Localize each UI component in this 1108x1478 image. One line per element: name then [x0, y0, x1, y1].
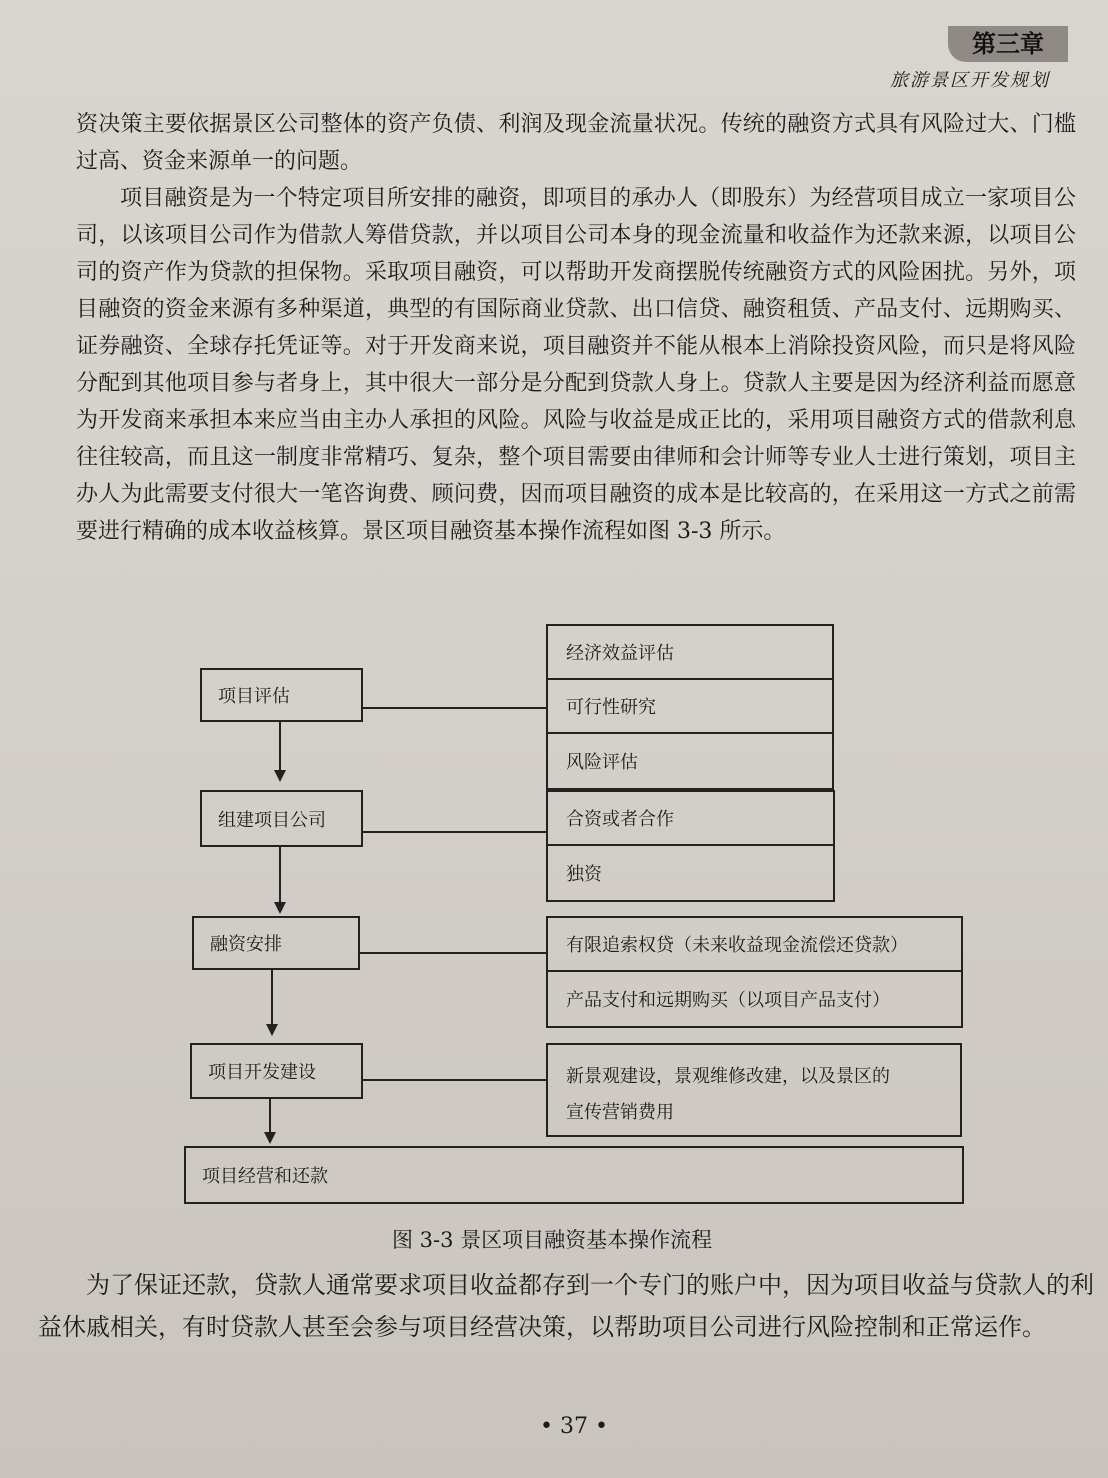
- chapter-tab: [948, 26, 1068, 62]
- step-evaluate: [200, 668, 363, 722]
- step-operation-repayment: [184, 1146, 964, 1204]
- step-company: [200, 790, 363, 847]
- arrowhead-2: [274, 902, 286, 914]
- side-margin-mark: [2, 210, 18, 280]
- step-financing: [192, 916, 360, 970]
- step-financing-label: 融资安排: [210, 934, 282, 955]
- detail-group-development: [546, 1043, 962, 1137]
- arrowhead-1: [274, 770, 286, 782]
- running-title: 旅游景区开发规划: [890, 70, 1050, 91]
- detail-item: 可行性研究: [548, 680, 832, 734]
- detail-item: 产品支付和远期购买（以项目产品支付）: [566, 990, 890, 1011]
- step-development: [190, 1043, 363, 1099]
- paragraph-3: 为了保证还款，贷款人通常要求项目收益都存到一个专门的账户中，因为项目收益与贷款人的利益休戚相关，有时贷款人甚至会参与项目经营决策，以帮助项目公司进行风险控制和正常运作。: [38, 1271, 1094, 1341]
- arrowhead-4: [264, 1132, 276, 1144]
- step-operation-label: 项目经营和还款: [202, 1166, 328, 1187]
- page-number: • 37 •: [540, 1414, 608, 1439]
- chapter-label: 第三章: [972, 29, 1044, 58]
- paragraph-1: 资决策主要依据景区公司整体的资产负债、利润及现金流量状况。传统的融资方式具有风险过大、门槛过高、资金来源单一的问题。: [76, 112, 1076, 174]
- step-development-label: 项目开发建设: [208, 1062, 316, 1083]
- detail-item: 合资或者合作: [548, 792, 833, 846]
- detail-group-company: [546, 790, 835, 902]
- paragraph-2: 项目融资是为一个特定项目所安排的融资，即项目的承办人（即股东）为经营项目成立一家项目公司，以该项目公司作为借款人筹借贷款，并以项目公司本身的现金流量和收益作为还款来源，以项目公司的资产作为贷款的担保物。采取项目融资，可以帮助开发商摆脱传统融资方式的风险困扰。另外，项目融资的资金来源有多种渠道，典型的有国际商业贷款、出口信贷、融资租赁、产品支付、远期购买、证券融资、全球存托凭证等。对于开发商来说，项目融资并不能从根本上消除投资风险，而只是将风险分配到其他项目参与者身上，其中很大一部分是分配到贷款人身上。贷款人主要是因为经济利益而愿意为开发商来承担本来应当由主办人承担的风险。风险与收益是成正比的，采用项目融资方式的借款利息往往较高，而且这一制度非常精巧、复杂，整个项目需要由律师和会计师等专业人士进行策划，项目主办人为此需要支付很大一笔咨询费、顾问费，因而项目融资的成本是比较高的，在采用这一方式之前需要进行精确的成本收益核算。景区项目融资基本操作流程如图 3-3 所示。: [76, 186, 1076, 544]
- body-text: [76, 106, 1076, 550]
- flowchart: [180, 620, 980, 1220]
- development-detail-text: 新景观建设，景观维修改建，以及景区的 宣传营销费用: [566, 1066, 890, 1123]
- step-evaluate-label: 项目评估: [218, 686, 290, 707]
- detail-group-evaluate: [546, 624, 834, 790]
- detail-item: 有限追索权贷（未来收益现金流偿还贷款）: [548, 918, 961, 972]
- arrowhead-3: [266, 1024, 278, 1036]
- bottom-text: [38, 1264, 1102, 1348]
- figure-caption: 图 3-3 景区项目融资基本操作流程: [392, 1228, 713, 1252]
- detail-item: 经济效益评估: [548, 626, 832, 680]
- step-company-label: 组建项目公司: [218, 809, 326, 831]
- detail-item: 风险评估: [566, 752, 638, 773]
- detail-item: 独资: [566, 864, 602, 885]
- detail-group-financing: [546, 916, 963, 1028]
